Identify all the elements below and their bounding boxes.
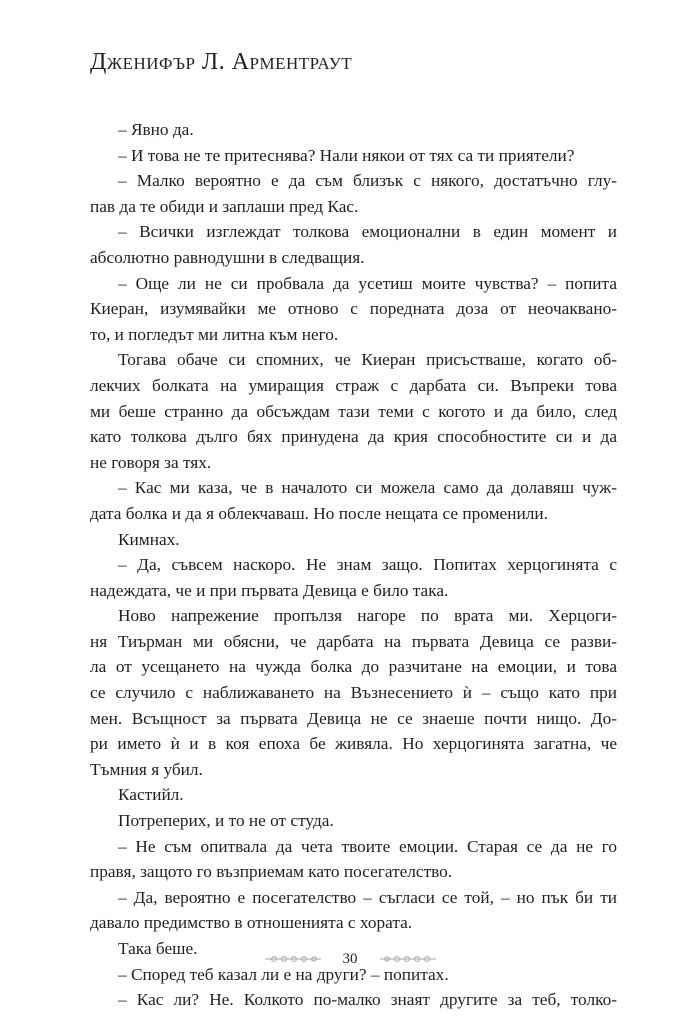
text-line: – Малко вероятно е да съм близък с някого, достатъчно глу- — [118, 171, 617, 191]
text-line: ми беше странно да обсъждам тази теми с когото и да било, след — [90, 401, 617, 421]
text-line: Кастийл. — [118, 785, 184, 805]
text-line: Тъмния я убил. — [90, 759, 203, 779]
text-line: пав да те обиди и заплаши пред Кас. — [90, 196, 359, 216]
text-line: лекчих болката на умиращия страж с дарбата си. Въпреки това — [90, 375, 617, 395]
text-line: – Всички изглеждат толкова емоционални в един момент и — [118, 222, 617, 242]
page-number: 30 — [342, 950, 358, 967]
text-line: Кимнах. — [118, 529, 180, 549]
page-footer — [0, 944, 700, 974]
text-line: – Кас ли? Не. Колкото по-малко знаят другите за теб, толко- — [118, 990, 617, 1010]
text-line: – Явно да. — [118, 120, 194, 139]
text-line: – Според теб казал ли е на други? – попитах. — [118, 964, 449, 984]
text-line: – Да, съвсем наскоро. Не знам защо. Попитах херцогинята с — [118, 555, 617, 575]
text-line: дата болка и да я облекчаваш. Но после нещата се променили. — [90, 503, 548, 523]
text-line: абсолютно равнодушни в следващия. — [90, 247, 365, 267]
text-line: Ново напрежение пропълзя нагоре по врата ми. Херцоги- — [118, 606, 617, 626]
text-line: се случило с наближаването на Възнесението ѝ – също като при — [90, 683, 617, 703]
body-text — [90, 117, 617, 1013]
text-line: – Не съм опитвала да чета твоите емоции. Старая се да не го — [118, 836, 617, 856]
text-line: ня Тиърман ми обясни, че дарбата на първата Девица се разви- — [90, 631, 617, 651]
text-line: то, и погледът ми литна към него. — [90, 324, 339, 344]
text-line: – Да, вероятно е посегателство – съгласи се той, – но пък би ти — [118, 887, 617, 907]
leaf-vine-ornament-icon — [378, 952, 438, 966]
text-line: ри името ѝ и в коя епоха бе живяла. Но херцогинята загатна, че — [90, 734, 617, 754]
running-header-author: Дженифър Л. Арментраут — [90, 49, 353, 75]
text-line: мен. Всъщност за първата Девица не се знаеше почти нищо. До- — [90, 708, 617, 728]
text-line: правя, защото го възприемам като посегателство. — [90, 862, 453, 882]
text-line: ла от усещането на чужда болка до разчитане на емоции, и това — [90, 657, 617, 677]
text-line: надеждата, че и при първата Девица е било така. — [90, 580, 449, 600]
text-line: Киеран, изумявайки ме отново с поредната доза от неочаквано- — [90, 299, 617, 319]
text-line: като толкова дълго бях принудена да крия способностите си и да — [90, 427, 617, 447]
text-line: давало предимство в отношенията с хората. — [90, 913, 413, 933]
text-line: Потреперих, и то не от студа. — [118, 811, 334, 831]
leaf-vine-ornament-icon — [263, 952, 323, 966]
text-line: Така беше. — [118, 939, 198, 958]
text-line: Тогава обаче си спомних, че Киеран присъстваше, когато об- — [118, 350, 617, 370]
text-line: – И това не те притеснява? Нали някои от тях са ти приятели? — [118, 145, 575, 165]
text-line: – Кас ми каза, че в началото си можела само да долавяш чуж- — [118, 478, 617, 498]
text-line: – Още ли не си пробвала да усетиш моите чувства? – попита — [118, 273, 617, 293]
text-line: не говоря за тях. — [90, 452, 212, 472]
